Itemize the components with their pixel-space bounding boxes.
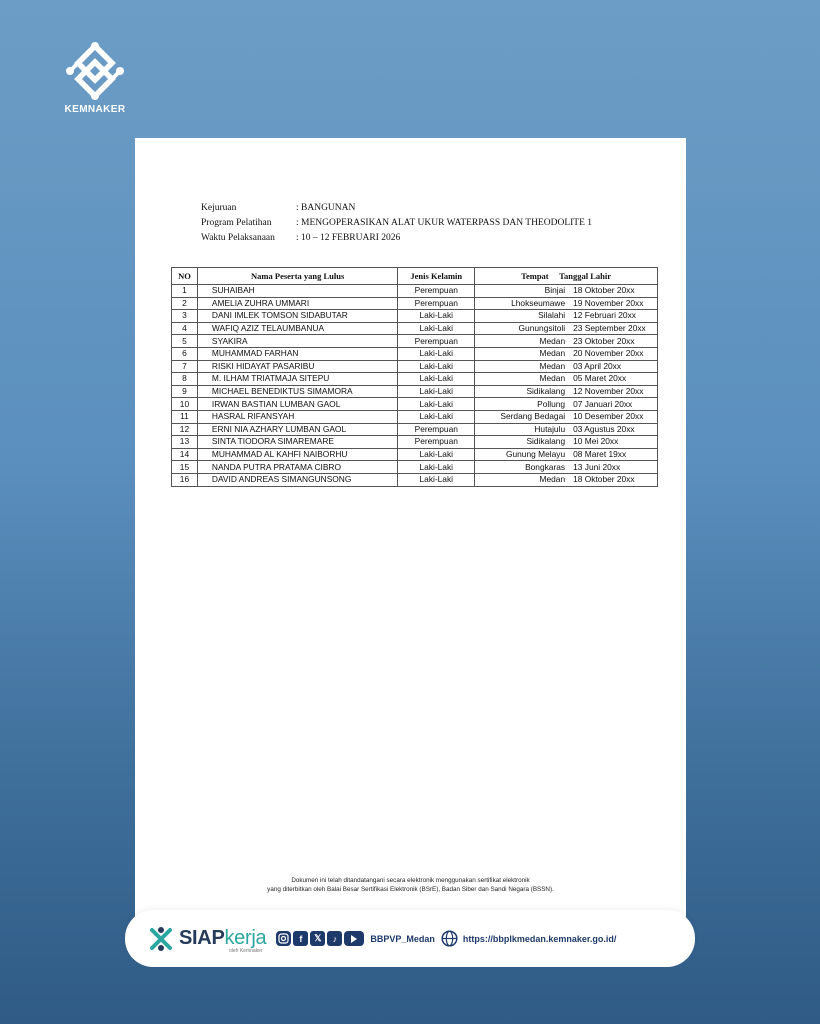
brand-sub: oleh Kemnaker — [229, 947, 263, 954]
cell-tempat-tanggal-lahir — [475, 410, 658, 423]
cell-no: 5 — [172, 335, 198, 348]
cell-tempat: Binjai — [544, 285, 566, 296]
cell-nama: HASRAL RIFANSYAH — [197, 410, 398, 423]
cell-no: 11 — [172, 410, 198, 423]
social-icons — [276, 931, 364, 946]
cell-tempat: Sidikalang — [526, 386, 566, 397]
x-icon[interactable]: 𝕏 — [310, 931, 325, 946]
cell-tempat-tanggal-lahir — [475, 473, 658, 486]
cell-tanggal-lahir: 07 Januari 20xx — [573, 398, 633, 409]
cell-no: 3 — [172, 310, 198, 323]
cell-tempat-tanggal-lahir — [475, 385, 658, 398]
brand-light: kerja — [224, 927, 267, 949]
cell-jenis-kelamin: Laki-Laki — [398, 448, 475, 461]
disclaimer-line-1: Dokumen ini telah ditandatangani secara elektronik menggunakan sertifikat elektronik — [291, 877, 530, 884]
cell-tanggal-lahir: 05 Maret 20xx — [573, 373, 627, 384]
cell-tempat: Medan — [539, 474, 566, 485]
cell-jenis-kelamin: Laki-Laki — [398, 347, 475, 360]
cell-no: 13 — [172, 436, 198, 449]
cell-tempat: Serdang Bedagai — [500, 411, 566, 422]
cell-nama: WAFIQ AZIZ TELAUMBANUA — [197, 322, 398, 335]
cell-no: 12 — [172, 423, 198, 436]
logo-text: KEMNAKER — [64, 104, 126, 115]
cell-tempat: Medan — [539, 335, 566, 346]
table-row — [172, 285, 658, 298]
cell-tempat: Gunungsitoli — [518, 323, 566, 334]
cell-tanggal-lahir: 10 Desember 20xx — [573, 411, 644, 422]
cell-nama: DANI IMLEK TOMSON SIDABUTAR — [197, 310, 398, 323]
cell-nama: M. ILHAM TRIATMAJA SITEPU — [197, 373, 398, 386]
disclaimer-line-2: yang diterbitkan oleh Balai Besar Sertifikasi Elektronik (BSrE), Badan Siber dan Sandi Negara (BSSN). — [267, 886, 554, 893]
cell-nama: RISKI HIDAYAT PASARIBU — [197, 360, 398, 373]
cell-nama: IRWAN BASTIAN LUMBAN GAOL — [197, 398, 398, 411]
cell-tanggal-lahir: 03 Agustus 20xx — [573, 423, 635, 434]
cell-tempat: Silalahi — [538, 310, 566, 321]
cell-tempat-tanggal-lahir — [475, 423, 658, 436]
cell-nama: MUHAMMAD AL KAHFI NAIBORHU — [197, 448, 398, 461]
meta-value: : MENGOPERASIKAN ALAT UKUR WATERPASS DAN THEODOLITE 1 — [296, 218, 593, 228]
cell-tanggal-lahir: 13 Juni 20xx — [573, 461, 621, 472]
cell-jenis-kelamin: Laki-Laki — [398, 410, 475, 423]
table-row — [172, 398, 658, 411]
header-tempat: Tempat — [521, 271, 549, 281]
cell-jenis-kelamin: Laki-Laki — [398, 310, 475, 323]
cell-tempat: Hutajulu — [534, 423, 566, 434]
cell-tempat-tanggal-lahir — [475, 322, 658, 335]
cell-jenis-kelamin: Perempuan — [398, 297, 475, 310]
cell-tanggal-lahir: 19 November 20xx — [573, 297, 644, 308]
meta-value: : 10 – 12 FEBRUARI 2026 — [296, 233, 401, 243]
cell-no: 1 — [172, 285, 198, 298]
meta-row — [201, 216, 592, 231]
cell-nama: SINTA TIODORA SIMAREMARE — [197, 436, 398, 449]
cell-tempat: Sidikalang — [526, 436, 566, 447]
tiktok-icon[interactable]: ♪ — [327, 931, 342, 946]
globe-icon — [441, 930, 458, 947]
footer-bar — [125, 910, 695, 967]
youtube-icon[interactable] — [344, 931, 364, 946]
meta-key: Waktu Pelaksanaan — [201, 233, 275, 243]
cell-jenis-kelamin: Laki-Laki — [398, 461, 475, 474]
table-row — [172, 436, 658, 449]
meta-row — [201, 231, 592, 246]
cell-no: 8 — [172, 373, 198, 386]
participants-table — [171, 267, 658, 487]
cell-no: 14 — [172, 448, 198, 461]
instagram-icon[interactable] — [276, 931, 291, 946]
cell-tanggal-lahir: 08 Maret 19xx — [573, 449, 627, 460]
cell-tanggal-lahir: 18 Oktober 20xx — [573, 474, 635, 485]
cell-tempat-tanggal-lahir — [475, 310, 658, 323]
siapkerja-logo — [147, 925, 266, 953]
kemnaker-emblem-icon — [64, 40, 126, 102]
cell-tanggal-lahir: 12 November 20xx — [573, 386, 644, 397]
cell-tempat-tanggal-lahir — [475, 360, 658, 373]
cell-tempat: Pollung — [537, 398, 566, 409]
table-row — [172, 473, 658, 486]
cell-no: 2 — [172, 297, 198, 310]
cell-tanggal-lahir: 03 April 20xx — [573, 360, 622, 371]
cell-jenis-kelamin: Perempuan — [398, 436, 475, 449]
e-signature-disclaimer — [135, 876, 686, 894]
cell-tempat-tanggal-lahir — [475, 373, 658, 386]
cell-tempat-tanggal-lahir — [475, 448, 658, 461]
cell-tempat: Bongkaras — [525, 461, 566, 472]
table-header-row — [172, 268, 658, 285]
cell-jenis-kelamin: Perempuan — [398, 335, 475, 348]
cell-nama: MICHAEL BENEDIKTUS SIMAMORA — [197, 385, 398, 398]
cell-tempat-tanggal-lahir — [475, 347, 658, 360]
cell-no: 4 — [172, 322, 198, 335]
cell-nama: NANDA PUTRA PRATAMA CIBRO — [197, 461, 398, 474]
document-meta — [201, 201, 592, 246]
header-tanggal-lahir: Tanggal Lahir — [559, 271, 612, 281]
cell-tempat-tanggal-lahir — [475, 285, 658, 298]
cell-tanggal-lahir: 12 Februari 20xx — [573, 310, 636, 321]
cell-nama: DAVID ANDREAS SIMANGUNSONG — [197, 473, 398, 486]
header-no: NO — [172, 268, 198, 285]
table-row — [172, 297, 658, 310]
cell-no: 9 — [172, 385, 198, 398]
meta-key: Program Pelatihan — [201, 218, 272, 228]
table-row — [172, 423, 658, 436]
kemnaker-logo — [55, 40, 135, 115]
cell-jenis-kelamin: Laki-Laki — [398, 385, 475, 398]
siapkerja-emblem-icon — [147, 925, 175, 953]
cell-tempat-tanggal-lahir — [475, 436, 658, 449]
cell-nama: MUHAMMAD FARHAN — [197, 347, 398, 360]
cell-no: 10 — [172, 398, 198, 411]
table-row — [172, 410, 658, 423]
cell-tempat: Medan — [539, 348, 566, 359]
table-row — [172, 360, 658, 373]
header-tempat-tanggal-lahir — [475, 268, 658, 285]
cell-jenis-kelamin: Laki-Laki — [398, 360, 475, 373]
header-jenis-kelamin: Jenis Kelamin — [398, 268, 475, 285]
table-row — [172, 385, 658, 398]
cell-tempat: Lhokseumawe — [511, 297, 566, 308]
cell-tempat-tanggal-lahir — [475, 398, 658, 411]
meta-value: : BANGUNAN — [296, 203, 356, 213]
cell-nama: ERNI NIA AZHARY LUMBAN GAOL — [197, 423, 398, 436]
cell-nama: SUHAIBAH — [197, 285, 398, 298]
table-row — [172, 322, 658, 335]
cell-nama: AMELIA ZUHRA UMMARI — [197, 297, 398, 310]
cell-jenis-kelamin: Laki-Laki — [398, 373, 475, 386]
cell-tanggal-lahir: 20 November 20xx — [573, 348, 644, 359]
cell-no: 6 — [172, 347, 198, 360]
cell-tempat-tanggal-lahir — [475, 461, 658, 474]
cell-tempat: Medan — [539, 373, 566, 384]
cell-jenis-kelamin: Laki-Laki — [398, 398, 475, 411]
cell-tanggal-lahir: 23 Oktober 20xx — [573, 335, 635, 346]
facebook-icon[interactable]: f — [293, 931, 308, 946]
meta-row — [201, 201, 592, 216]
brand-bold: SIAP — [179, 927, 225, 949]
cell-no: 16 — [172, 473, 198, 486]
cell-tempat: Medan — [539, 360, 566, 371]
website-link[interactable]: https://bbplkmedan.kemnaker.go.id/ — [462, 933, 617, 944]
social-handle[interactable]: BBPVP_Medan — [370, 933, 435, 944]
cell-tanggal-lahir: 10 Mei 20xx — [573, 436, 619, 447]
cell-tempat: Gunung Melayu — [505, 449, 566, 460]
cell-nama: SYAKIRA — [197, 335, 398, 348]
table-row — [172, 310, 658, 323]
table-row — [172, 335, 658, 348]
cell-tanggal-lahir: 18 Oktober 20xx — [573, 285, 635, 296]
cell-jenis-kelamin: Perempuan — [398, 285, 475, 298]
table-row — [172, 373, 658, 386]
table-row — [172, 461, 658, 474]
cell-jenis-kelamin: Laki-Laki — [398, 473, 475, 486]
cell-no: 15 — [172, 461, 198, 474]
table-row — [172, 347, 658, 360]
document-page — [135, 138, 686, 938]
cell-tempat-tanggal-lahir — [475, 297, 658, 310]
cell-tanggal-lahir: 23 September 20xx — [573, 323, 646, 334]
header-nama: Nama Peserta yang Lulus — [197, 268, 398, 285]
meta-key: Kejuruan — [201, 203, 237, 213]
cell-jenis-kelamin: Laki-Laki — [398, 322, 475, 335]
cell-no: 7 — [172, 360, 198, 373]
table-row — [172, 448, 658, 461]
cell-jenis-kelamin: Perempuan — [398, 423, 475, 436]
cell-tempat-tanggal-lahir — [475, 335, 658, 348]
